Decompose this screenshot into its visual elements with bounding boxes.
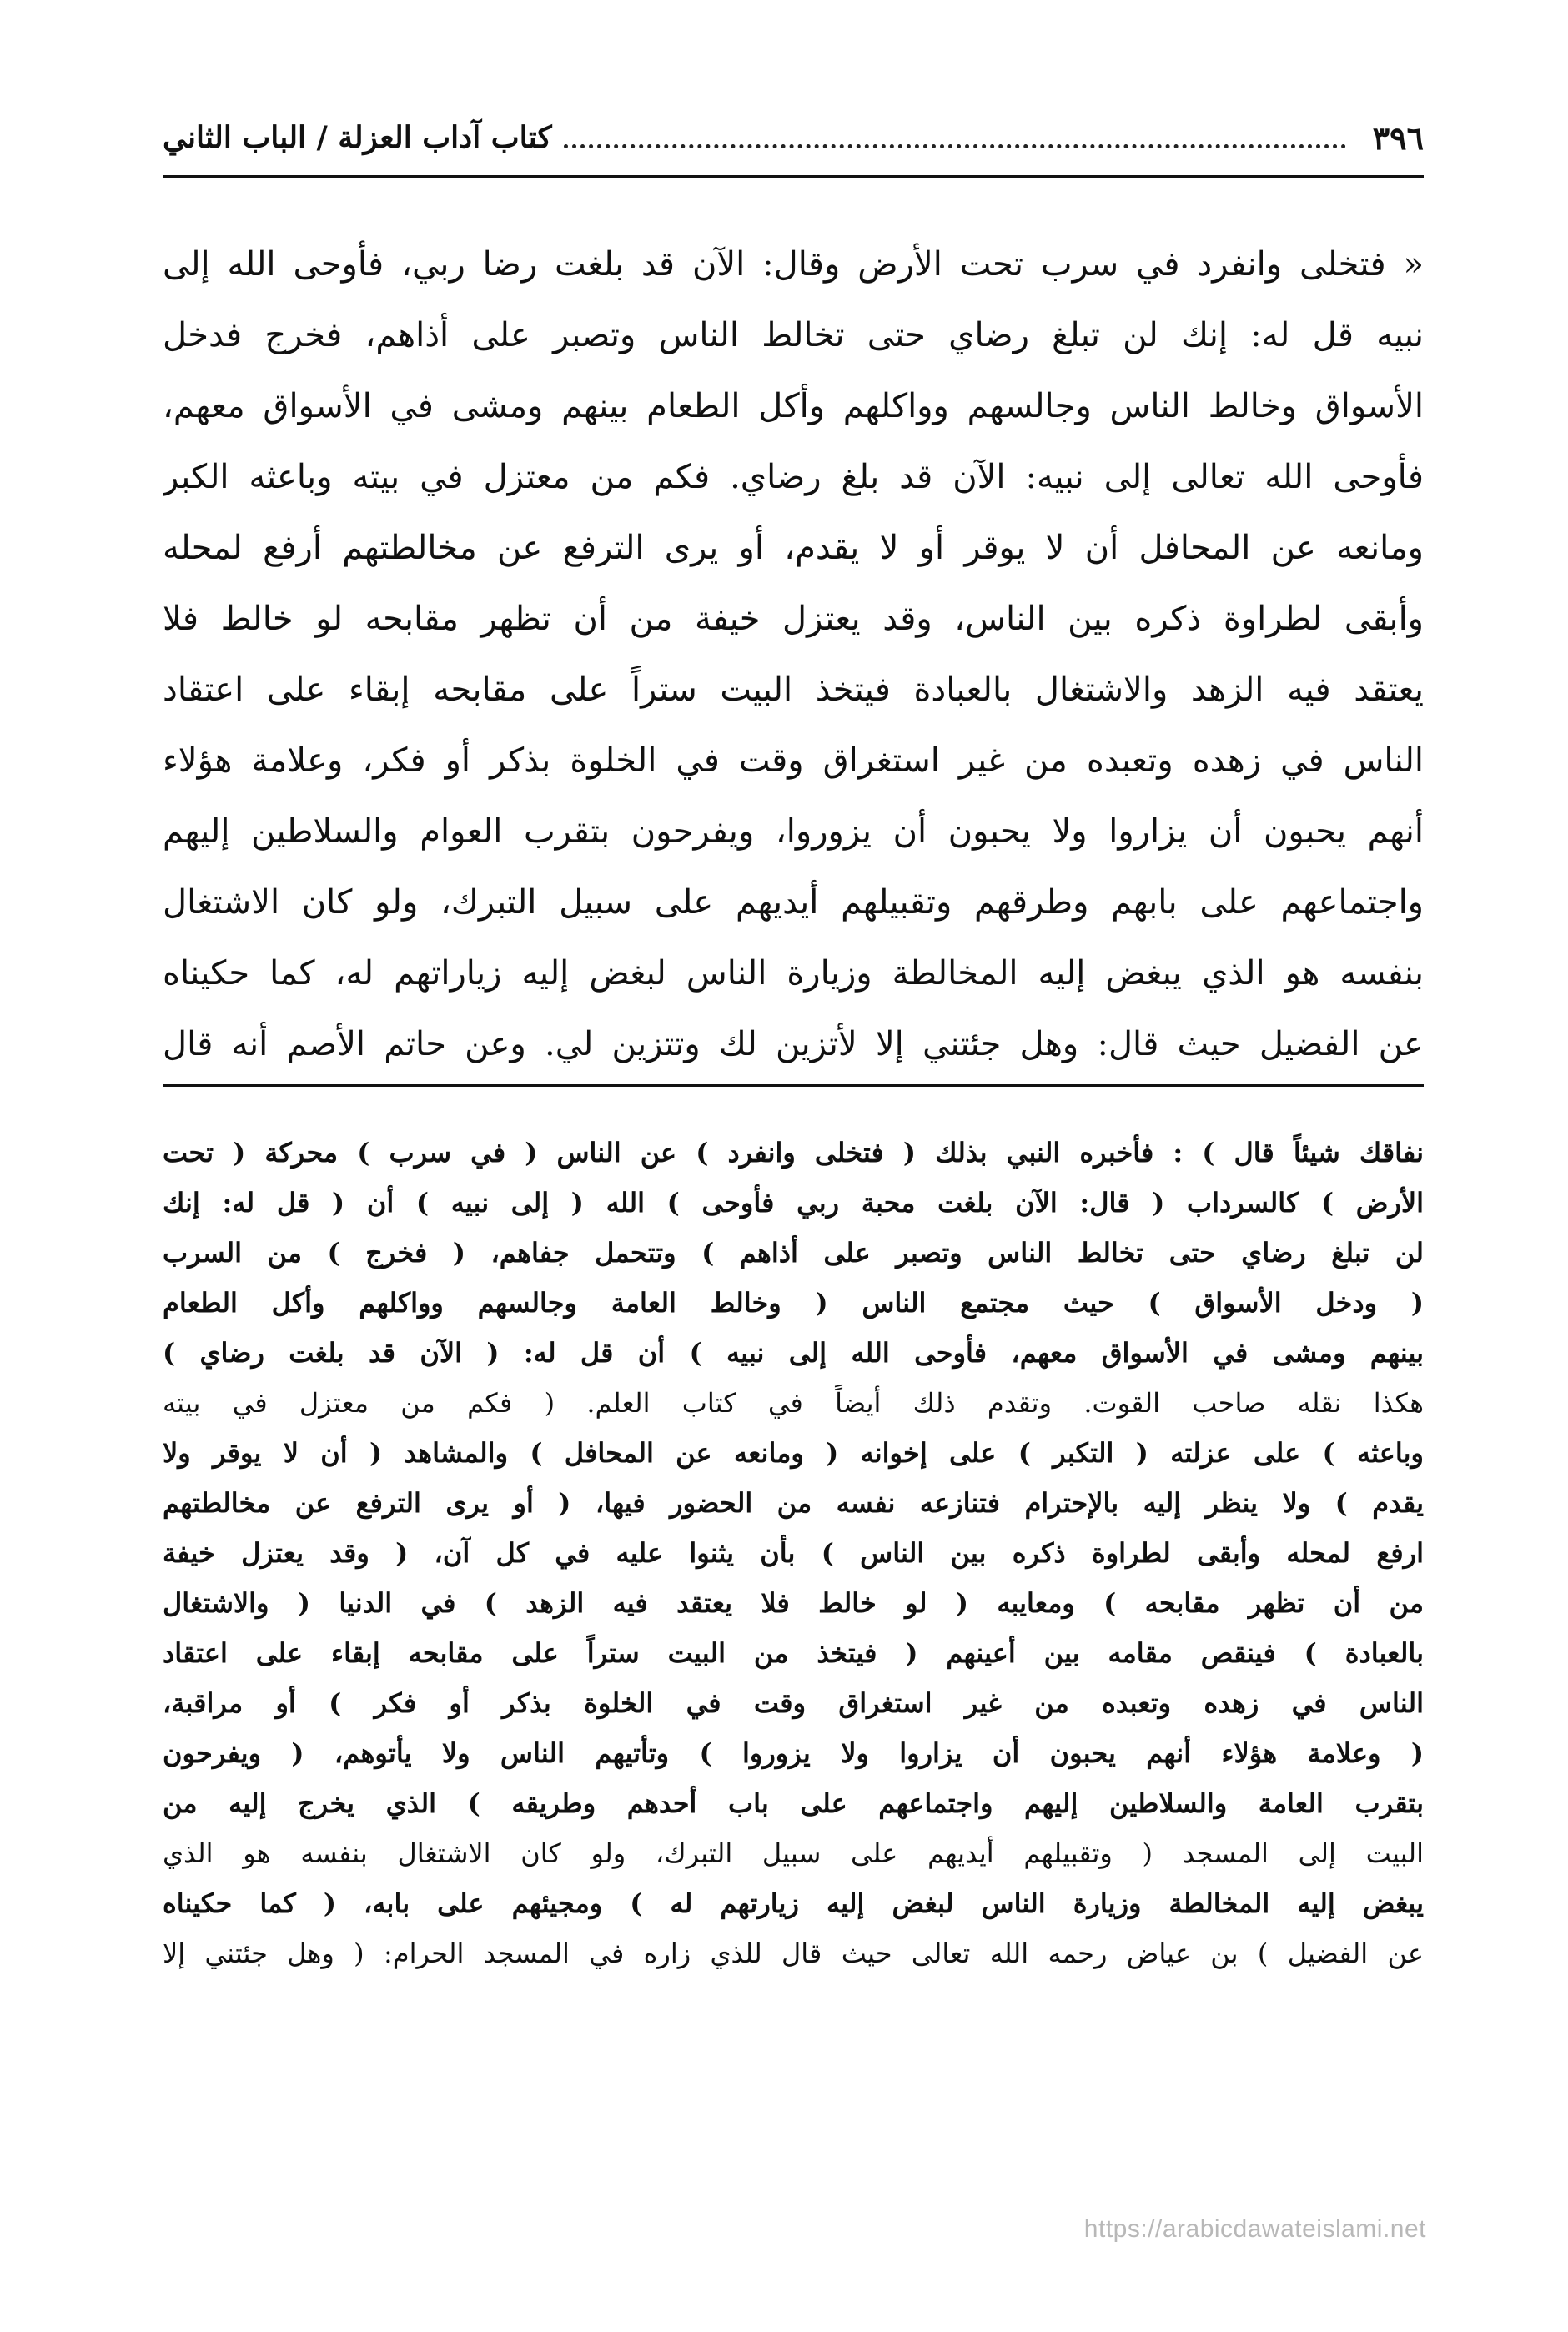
commentary-line: عن الفضيل ) بن عياض رحمه الله تعالى حيث قال للذي زاره في المسجد الحرام: ( وهل جئتني إلا xyxy=(163,1937,1424,1969)
footnote-separator xyxy=(163,1084,1424,1087)
commentary-block xyxy=(163,1128,1424,1978)
commentary-line: ( ودخل الأسواق ) حيث مجتمع الناس ( وخالط العامة وجالسهم وواكلهم وأكل الطعام xyxy=(163,1287,1424,1319)
header-rule xyxy=(163,175,1424,178)
header-dotted-leader xyxy=(564,144,1346,148)
commentary-line: يقدم ) ولا ينظر إليه بالإحترام فتنازعه نفسه من الحضور فيها، ( أو يرى الترفع عن مخالطتهم xyxy=(163,1487,1424,1519)
main-text-line: وأبقى لطراوة ذكره بين الناس، وقد يعتزل خيفة من أن تظهر مقابحه لو خالط فلا xyxy=(163,600,1424,638)
commentary-line: نفاقك شيئاً قال ) : فأخبره النبي بذلك ( فتخلى وانفرد ) عن الناس ( في سرب ) محركة ( تحت xyxy=(163,1137,1424,1169)
page-number: ٣٩٦ xyxy=(1372,118,1424,157)
commentary-line: من أن تظهر مقابحه ) ومعايبه ( لو خالط فلا يعتقد فيه الزهد ) في الدنيا ( والاشتغال xyxy=(163,1587,1424,1619)
main-text-line: نبيه قل له: إنك لن تبلغ رضاي حتى تخالط الناس وتصبر على أذاهم، فخرج فدخل xyxy=(163,316,1424,354)
commentary-line: الأرض ) كالسرداب ( قال: الآن بلغت محبة ربي فأوحى ) الله ( إلى نبيه ) أن ( قل له: إنك xyxy=(163,1187,1424,1219)
commentary-line: ( وعلامة هؤلاء أنهم يحبون أن يزاروا ولا يزوروا ) وتأتيهم الناس ولا يأتوهم، ( ويفرحون xyxy=(163,1737,1424,1769)
main-text-line: يعتقد فيه الزهد والاشتغال بالعبادة فيتخذ البيت ستراً على مقابحه إبقاء على اعتقاد xyxy=(163,671,1424,709)
commentary-line: بتقرب العامة والسلاطين إليهم واجتماعهم على باب أحدهم وطريقه ) الذي يخرج إليه من xyxy=(163,1787,1424,1819)
main-text-line: بنفسه هو الذي يبغض إليه المخالطة وزيارة الناس لبغض إليه زياراتهم له، كما حكيناه xyxy=(163,954,1424,993)
commentary-line: الناس في زهده وتعبده من غير استغراق وقت في الخلوة بذكر أو فكر ) أو مراقبة، xyxy=(163,1687,1424,1719)
commentary-line: بينهم ومشى في الأسواق معهم، فأوحى الله إلى نبيه ) أن قل له: ( الآن قد بلغت رضاي ) xyxy=(163,1337,1424,1369)
main-text-line: فأوحى الله تعالى إلى نبيه: الآن قد بلغ رضاي. فكم من معتزل في بيته وباعثه الكبر xyxy=(163,458,1424,496)
main-text-line: الناس في زهده وتعبده من غير استغراق وقت في الخلوة بذكر أو فكر، وعلامة هؤلاء xyxy=(163,741,1424,780)
commentary-line: هكذا نقله صاحب القوت. وتقدم ذلك أيضاً في كتاب العلم. ( فكم من معتزل في بيته xyxy=(163,1387,1424,1419)
main-text-block xyxy=(163,229,1424,1080)
commentary-line: البيت إلى المسجد ( وتقبيلهم أيديهم على سبيل التبرك، ولو كان الاشتغال بنفسه هو الذي xyxy=(163,1837,1424,1869)
commentary-line: لن تبلغ رضاي حتى تخالط الناس وتصبر على أذاهم ) وتتحمل جفاهم، ( فخرج ) من السرب xyxy=(163,1237,1424,1269)
watermark-url: https://arabicdawateislami.net xyxy=(1083,2215,1426,2243)
main-text-line: أنهم يحبون أن يزاروا ولا يحبون أن يزوروا، ويفرحون بتقرب العوام والسلاطين إليهم xyxy=(163,812,1424,851)
running-title: كتاب آداب العزلة / الباب الثاني xyxy=(163,120,552,155)
commentary-line: وباعثه ) على عزلته ( التكبر ) على إخوانه ( ومانعه عن المحافل ) والمشاهد ( أن لا يوقر ولا xyxy=(163,1437,1424,1469)
commentary-line: ارفع لمحله وأبقى لطراوة ذكره بين الناس ) بأن يثنوا عليه في كل آن، ( وقد يعتزل خيفة xyxy=(163,1537,1424,1569)
commentary-line: يبغض إليه المخالطة وزيارة الناس لبغض إليه زيارتهم له ) ومجيئهم على بابه، ( كما حكيناه xyxy=(163,1887,1424,1919)
page-header xyxy=(163,108,1424,167)
main-text-line: عن الفضيل حيث قال: وهل جئتني إلا لأتزين لك وتتزين لي. وعن حاتم الأصم أنه قال xyxy=(163,1025,1424,1063)
main-text-line: « فتخلى وانفرد في سرب تحت الأرض وقال: الآن قد بلغت رضا ربي، فأوحى الله إلى xyxy=(163,245,1424,284)
main-text-line: واجتماعهم على بابهم وطرقهم وتقبيلهم أيديهم على سبيل التبرك، ولو كان الاشتغال xyxy=(163,883,1424,922)
main-text-line: ومانعه عن المحافل أن لا يوقر أو لا يقدم، أو يرى الترفع عن مخالطتهم أرفع لمحله xyxy=(163,529,1424,567)
main-text-line: الأسواق وخالط الناس وجالسهم وواكلهم وأكل الطعام بينهم ومشى في الأسواق معهم، xyxy=(163,387,1424,425)
commentary-line: بالعبادة ) فينقص مقامه بين أعينهم ( فيتخذ من البيت ستراً على مقابحه إبقاء على اعتقاد xyxy=(163,1637,1424,1669)
